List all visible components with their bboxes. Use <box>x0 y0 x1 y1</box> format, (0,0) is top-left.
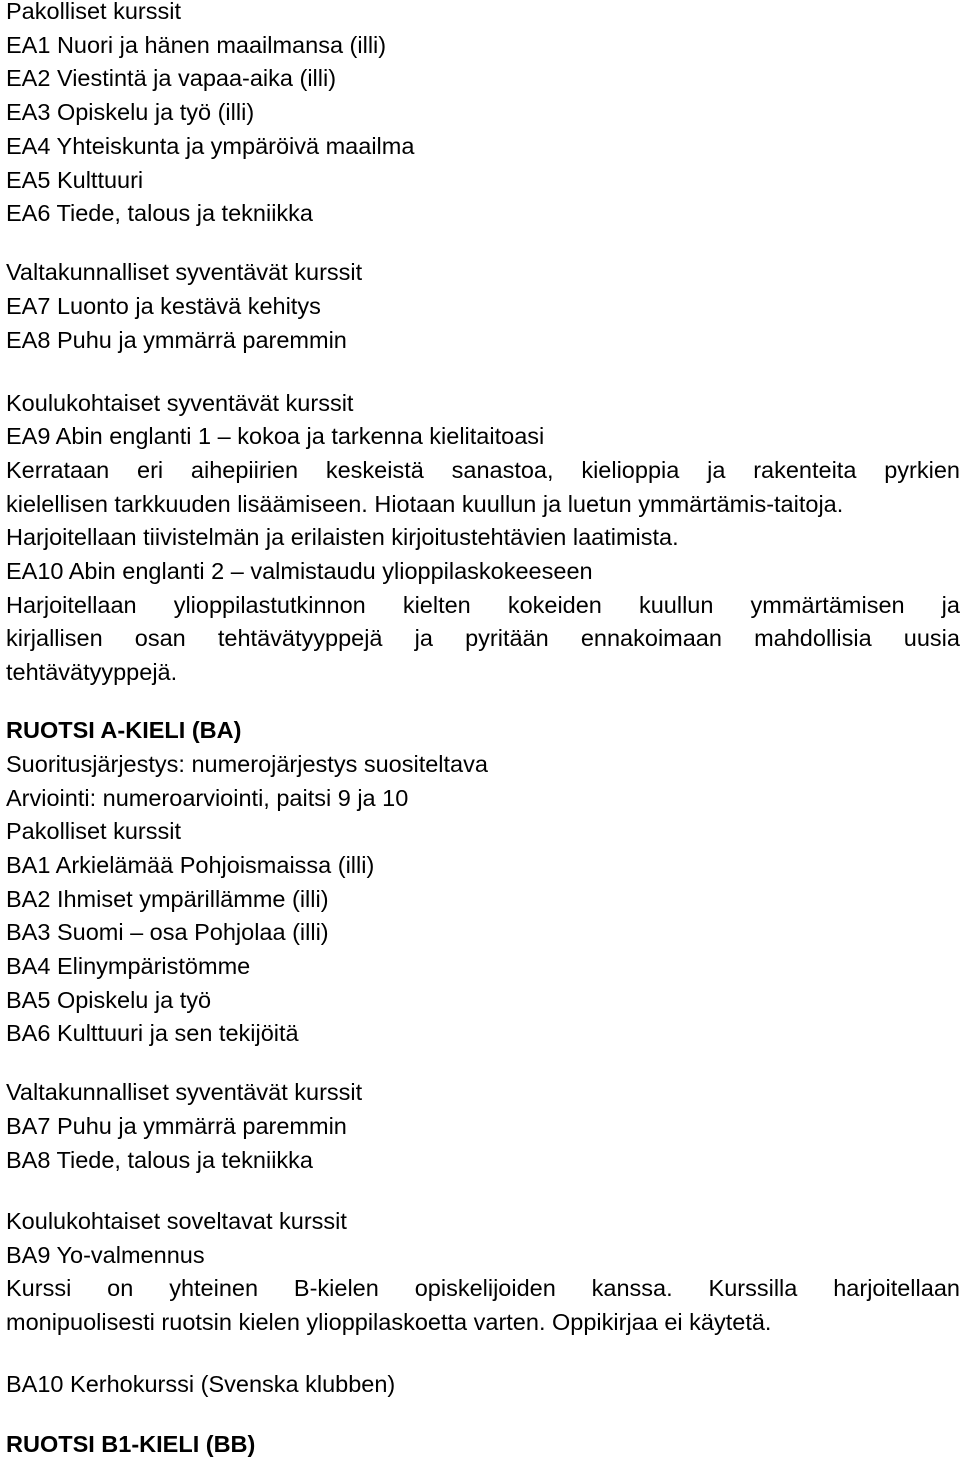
course-ea2: EA2 Viestintä ja vapaa-aika (illi) <box>6 65 337 91</box>
course-ea5: EA5 Kulttuuri <box>6 167 144 193</box>
course-ba7: BA7 Puhu ja ymmärrä paremmin <box>6 1113 347 1139</box>
section-heading-ba: RUOTSI A-KIELI (BA) <box>6 717 242 743</box>
course-ea8: EA8 Puhu ja ymmärrä paremmin <box>6 327 347 353</box>
course-ba9-description-line: monipuolisesti ruotsin kielen ylioppilaskoetta varten. Oppikirjaa ei käytetä. <box>6 1309 772 1335</box>
course-ea10-title: EA10 Abin englanti 2 – valmistaudu ylioppilaskokeeseen <box>6 558 593 584</box>
applied-courses-heading: Koulukohtaiset soveltavat kurssit <box>6 1208 347 1234</box>
course-ea9-description-line: Harjoitellaan tiivistelmän ja erilaisten kirjoitustehtävien laatimista. <box>6 524 679 550</box>
course-ba9-description-line: Kurssi on yhteinen B-kielen opiskelijoiden kanssa. Kurssilla harjoitellaan <box>6 1275 960 1301</box>
course-ea9-description-line: Kerrataan eri aihepiirien keskeistä sanastoa, kielioppia ja rakenteita pyrkien <box>6 457 960 483</box>
course-ba6: BA6 Kulttuuri ja sen tekijöitä <box>6 1020 299 1046</box>
course-ba5: BA5 Opiskelu ja työ <box>6 987 212 1013</box>
school-courses-heading: Koulukohtaiset syventävät kurssit <box>6 390 354 416</box>
national-courses-heading: Valtakunnalliset syventävät kurssit <box>6 1079 363 1105</box>
course-ea4: EA4 Yhteiskunta ja ympäröivä maailma <box>6 133 415 159</box>
mandatory-courses-heading: Pakolliset kurssit <box>6 818 181 844</box>
course-ea10-description-line: tehtävätyyppejä. <box>6 659 178 685</box>
course-ea10-description-line: Harjoitellaan ylioppilastutkinnon kielten kokeiden kuullun ymmärtämisen ja <box>6 592 960 618</box>
course-ea7: EA7 Luonto ja kestävä kehitys <box>6 293 321 319</box>
course-ba1: BA1 Arkielämää Pohjoismaissa (illi) <box>6 852 375 878</box>
course-ba10-title: BA10 Kerhokurssi (Svenska klubben) <box>6 1371 396 1397</box>
completion-order: Suoritusjärjestys: numerojärjestys suositeltava <box>6 751 488 777</box>
course-ba9-title: BA9 Yo-valmennus <box>6 1242 205 1268</box>
course-ba4: BA4 Elinympäristömme <box>6 953 251 979</box>
mandatory-courses-heading: Pakolliset kurssit <box>6 0 181 24</box>
course-ea9-title: EA9 Abin englanti 1 – kokoa ja tarkenna kielitaitoasi <box>6 423 545 449</box>
course-ea3: EA3 Opiskelu ja työ (illi) <box>6 99 255 125</box>
course-ba3: BA3 Suomi – osa Pohjolaa (illi) <box>6 919 329 945</box>
course-ea10-description-line: kirjallisen osan tehtävätyyppejä ja pyritään ennakoimaan mahdollisia uusia <box>6 625 960 651</box>
course-ea9-description-line: kielellisen tarkkuuden lisäämiseen. Hiotaan kuullun ja luetun ymmärtämis-taitoja. <box>6 491 844 517</box>
grading-info: Arviointi: numeroarviointi, paitsi 9 ja 10 <box>6 785 409 811</box>
course-ea1: EA1 Nuori ja hänen maailmansa (illi) <box>6 32 387 58</box>
course-ba8: BA8 Tiede, talous ja tekniikka <box>6 1147 313 1173</box>
section-heading-bb: RUOTSI B1-KIELI (BB) <box>6 1431 256 1457</box>
course-ba2: BA2 Ihmiset ympärillämme (illi) <box>6 886 329 912</box>
national-courses-heading: Valtakunnalliset syventävät kurssit <box>6 259 363 285</box>
course-ea6: EA6 Tiede, talous ja tekniikka <box>6 200 313 226</box>
